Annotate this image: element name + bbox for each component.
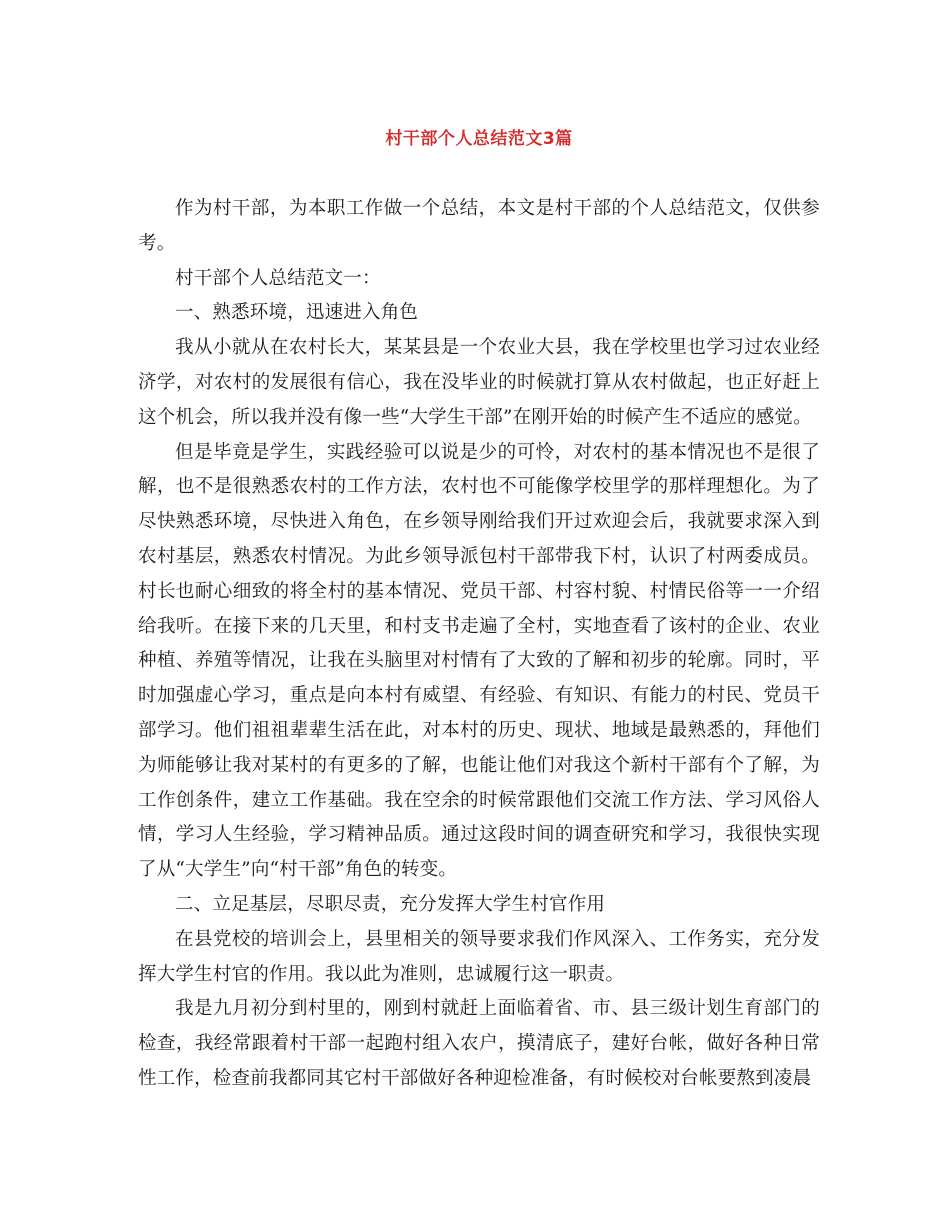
paragraph-body: 在县党校的培训会上，县里相关的领导要求我们作风深入、工作务实，充分发挥大学生村官的作用。我以此为准则，忠诚履行这一职责。 (138, 928, 820, 985)
paragraph-body: 我从小就从在农村长大，某某县是一个农业大县，我在学校里也学习过农业经济学，对农村的发展很有信心，我在没毕业的时候就打算从农村做起，也正好赶上这个机会，所以我并没有像一些“大学生干部”在刚开始的时候产生不适应的感觉。 (138, 337, 820, 428)
paragraph-section-heading: 村干部个人总结范文一： (175, 267, 381, 289)
document-title: 村干部个人总结范文3篇 (385, 129, 573, 149)
paragraph-body: 但是毕竟是学生，实践经验可以说是少的可怜，对农村的基本情况也不是很了解，也不是很熟悉农村的工作方法，农村也不可能像学校里学的那样理想化。为了尽快熟悉环境，尽快进入角色，在乡领导刚给我们开过欢迎会后，我就要求深入到农村基层，熟悉农村情况。为此乡领导派包村干部带我下村，认识了村两委成员。村长也耐心细致的将全村的基本情况、党员干部、村容村貌、村情民俗等一一介绍给我听。在接下来的几天里，和村支书走遍了全村，实地查看了该村的企业、农业种植、养殖等情况，让我在头脑里对村情有了大致的了解和初步的轮廓。同时，平时加强虚心学习，重点是向本村有威望、有经验、有知识、有能力的村民、党员干部学习。他们祖祖辈辈生活在此，对本村的历史、现状、地域是最熟悉的，拜他们为师能够让我对某村的有更多的了解，也能让他们对我这个新村干部有个了解，为工作创条件，建立工作基础。我在空余的时候常跟他们交流工作方法、学习风俗人情，学习人生经验，学习精神品质。通过这段时间的调查研究和学习，我很快实现了从“大学生”向“村干部”角色的转变。 (138, 441, 820, 881)
paragraph-subheading-2: 二、立足基层，尽职尽责，充分发挥大学生村官作用 (175, 893, 606, 915)
paragraph-subheading-1: 一、熟悉环境，迅速进入角色 (175, 302, 419, 324)
paragraph-body: 我是九月初分到村里的，刚到村就赶上面临着省、市、县三级计划生育部门的检查，我经常跟着村干部一起跑村组入农户，摸清底子，建好台帐，做好各种日常性工作，检查前我都同其它村干部做好各种迎检准备，有时候校对台帐要熬到凌晨 (138, 998, 820, 1089)
paragraph-intro: 作为村干部，为本职工作做一个总结，本文是村干部的个人总结范文，仅供参考。 (138, 198, 820, 254)
document-body (138, 192, 820, 1097)
document-page (138, 0, 820, 1097)
